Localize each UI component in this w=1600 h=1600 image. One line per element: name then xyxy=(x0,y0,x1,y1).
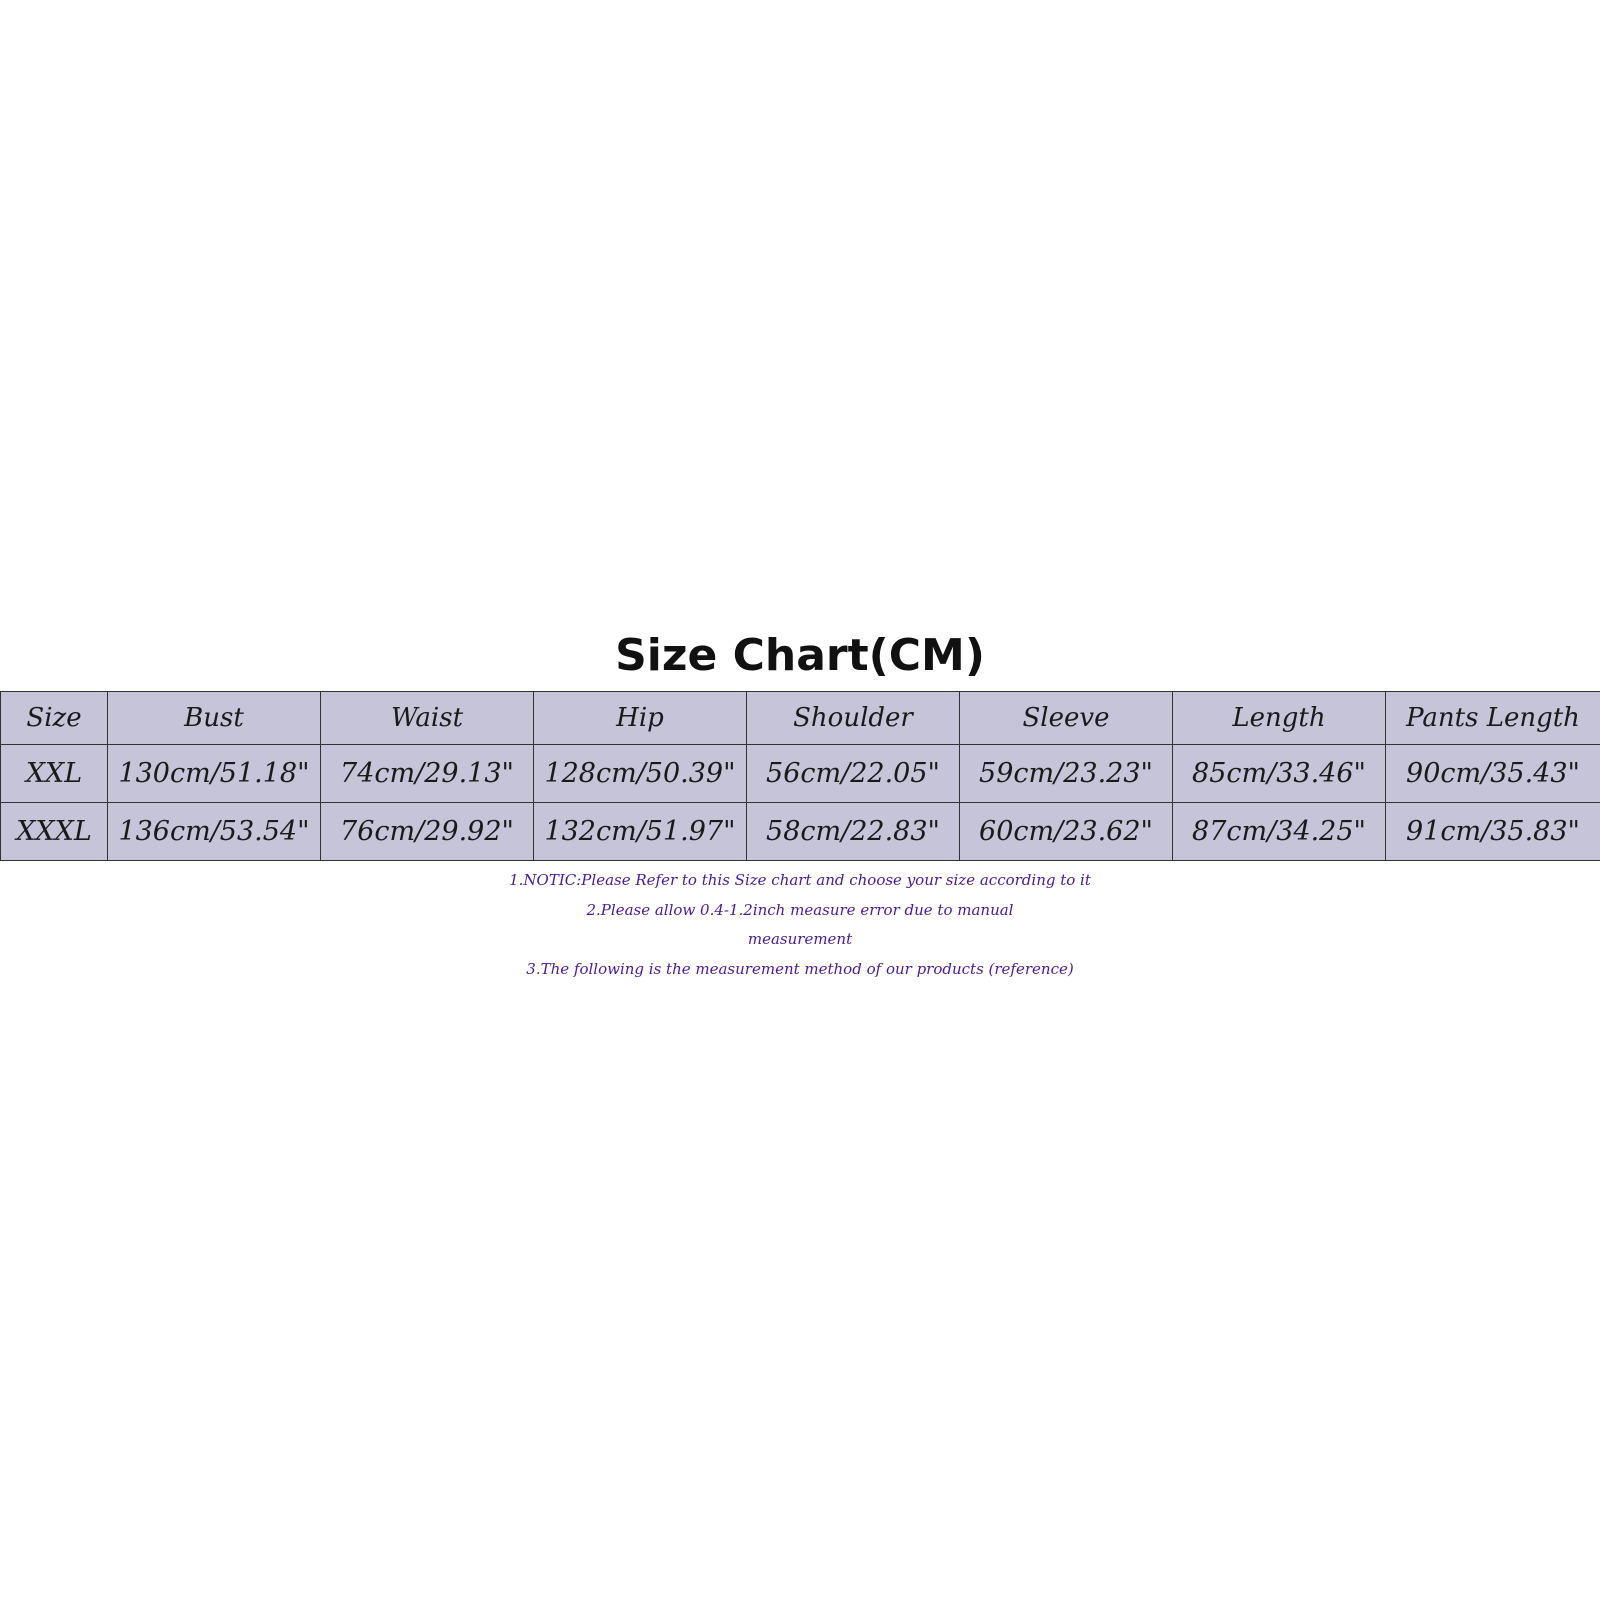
cell-shoulder: 56cm/22.05" xyxy=(747,745,960,803)
cell-waist: 74cm/29.13" xyxy=(321,745,534,803)
cell-waist: 76cm/29.92" xyxy=(321,803,534,861)
header-bust: Bust xyxy=(108,692,321,745)
cell-hip: 132cm/51.97" xyxy=(534,803,747,861)
cell-bust: 130cm/51.18" xyxy=(108,745,321,803)
header-pants-length: Pants Length xyxy=(1386,692,1600,745)
cell-bust: 136cm/53.54" xyxy=(108,803,321,861)
note-line: measurement xyxy=(747,930,853,948)
cell-length: 85cm/33.46" xyxy=(1173,745,1386,803)
cell-sleeve: 59cm/23.23" xyxy=(960,745,1173,803)
table-row xyxy=(1,745,1600,803)
table-header-row xyxy=(1,692,1600,745)
header-sleeve: Sleeve xyxy=(960,692,1173,745)
page-title: Size Chart(CM) xyxy=(615,630,985,681)
header-waist: Waist xyxy=(321,692,534,745)
cell-hip: 128cm/50.39" xyxy=(534,745,747,803)
header-size: Size xyxy=(1,692,108,745)
header-shoulder: Shoulder xyxy=(747,692,960,745)
cell-size: XXL xyxy=(1,745,108,803)
table-row xyxy=(1,803,1600,861)
cell-size: XXXL xyxy=(1,803,108,861)
cell-length: 87cm/34.25" xyxy=(1173,803,1386,861)
note-line: 3.The following is the measurement method of our products (reference) xyxy=(526,959,1074,978)
cell-shoulder: 58cm/22.83" xyxy=(747,803,960,861)
size-table xyxy=(0,691,1600,861)
cell-sleeve: 60cm/23.62" xyxy=(960,803,1173,861)
cell-pants-length: 91cm/35.83" xyxy=(1386,803,1600,861)
note-line: 1.NOTIC:Please Refer to this Size chart and choose your size according to it xyxy=(509,871,1091,889)
note-line: 2.Please allow 0.4-1.2inch measure error due to manual xyxy=(586,900,1014,919)
cell-pants-length: 90cm/35.43" xyxy=(1386,745,1600,803)
header-hip: Hip xyxy=(534,692,747,745)
header-length: Length xyxy=(1173,692,1386,745)
notes xyxy=(0,866,1600,984)
